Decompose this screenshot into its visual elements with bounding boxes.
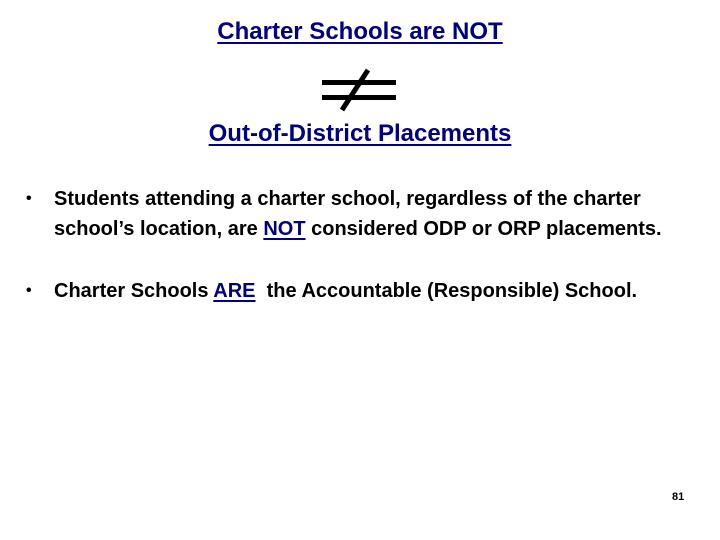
bullet-text: considered ODP or ORP placements. bbox=[305, 218, 662, 240]
bullet-text: the Accountable (Responsible) School. bbox=[255, 280, 638, 302]
bullet-icon: • bbox=[26, 190, 32, 207]
list-item bbox=[22, 184, 682, 244]
bullet-text: Charter Schools bbox=[54, 280, 214, 302]
not-equal-icon bbox=[320, 68, 400, 112]
bullet-list bbox=[22, 184, 682, 338]
slide-title: Charter Schools are NOT bbox=[217, 18, 503, 45]
page-number: 81 bbox=[672, 491, 685, 503]
bullet-text: Students attending a charter school, regardless of the charter school’s location, are bbox=[54, 188, 641, 240]
emphasis-text: ARE bbox=[213, 280, 256, 302]
list-item bbox=[22, 276, 682, 306]
bullet-icon: • bbox=[26, 282, 32, 299]
emphasis-text: NOT bbox=[263, 218, 306, 240]
slide-subtitle: Out-of-District Placements bbox=[208, 120, 512, 147]
